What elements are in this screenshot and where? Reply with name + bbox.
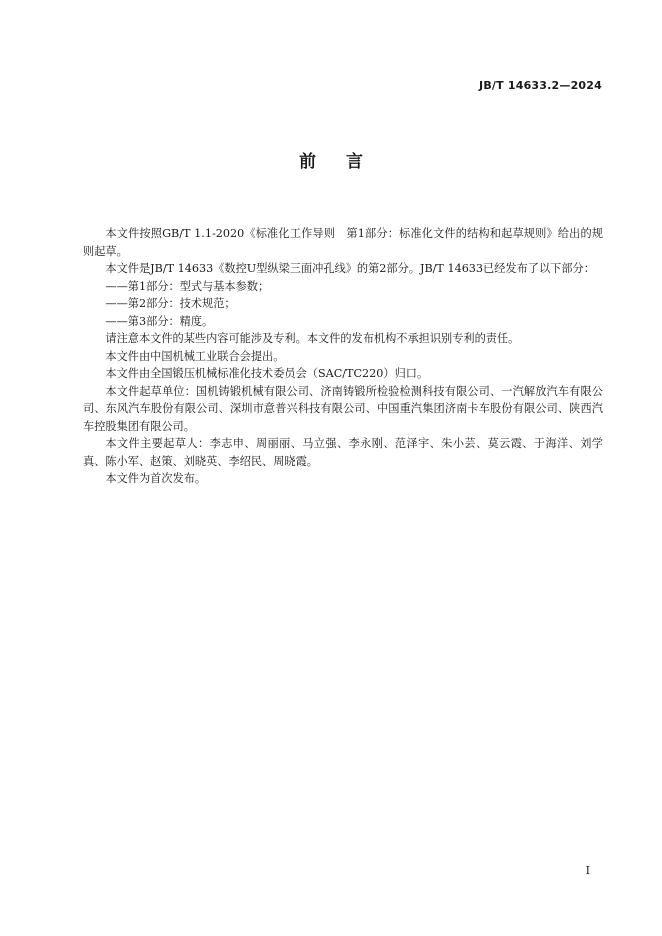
page-number: I <box>585 864 590 877</box>
list-item-part-1: ——第1部分：型式与基本参数； <box>105 279 270 293</box>
paragraph-managed-by: 本文件由全国锻压机械标准化技术委员会（SAC/TC220）归口。 <box>105 367 429 380</box>
foreword-body <box>83 225 603 488</box>
document-code: JB/T 14633.2—2024 <box>479 79 602 92</box>
list-item-part-3: ——第3部分：精度。 <box>105 314 214 328</box>
list-item-part-2: ——第2部分：技术规范； <box>105 297 236 310</box>
page-title: 前言 <box>299 152 393 172</box>
paragraph-drafters: 本文件主要起草人：李志申、周丽丽、马立强、李永刚、范泽宇、朱小芸、莫云霞、于海洋、刘学真、陈小军、赵策、刘晓英、李绍民、周晓霞。 <box>83 437 603 468</box>
paragraph-first-release: 本文件为首次发布。 <box>105 472 207 485</box>
paragraph-patent-notice: 请注意本文件的某些内容可能涉及专利。本文件的发布机构不承担识别专利的责任。 <box>105 332 520 345</box>
paragraph-proposed-by: 本文件由中国机械工业联合会提出。 <box>105 349 285 363</box>
paragraph-drafting-units: 本文件起草单位：国机铸锻机械有限公司、济南铸锻所检验检测科技有限公司、一汽解放汽车有限公司、东风汽车股份有限公司、深圳市意普兴科技有限公司、中国重汽集团济南卡车股份有限公司、陕西汽车控股集团有限公司。 <box>83 384 603 433</box>
paragraph-part-info: 本文件是JB/T 14633《数控U型纵梁三面冲孔线》的第2部分。JB/T 14633已经发布了以下部分： <box>105 262 595 275</box>
paragraph-drafting-rules: 本文件按照GB/T 1.1-2020《标准化工作导则 第1部分：标准化文件的结构和起草规则》给出的规则起草。 <box>83 227 603 258</box>
